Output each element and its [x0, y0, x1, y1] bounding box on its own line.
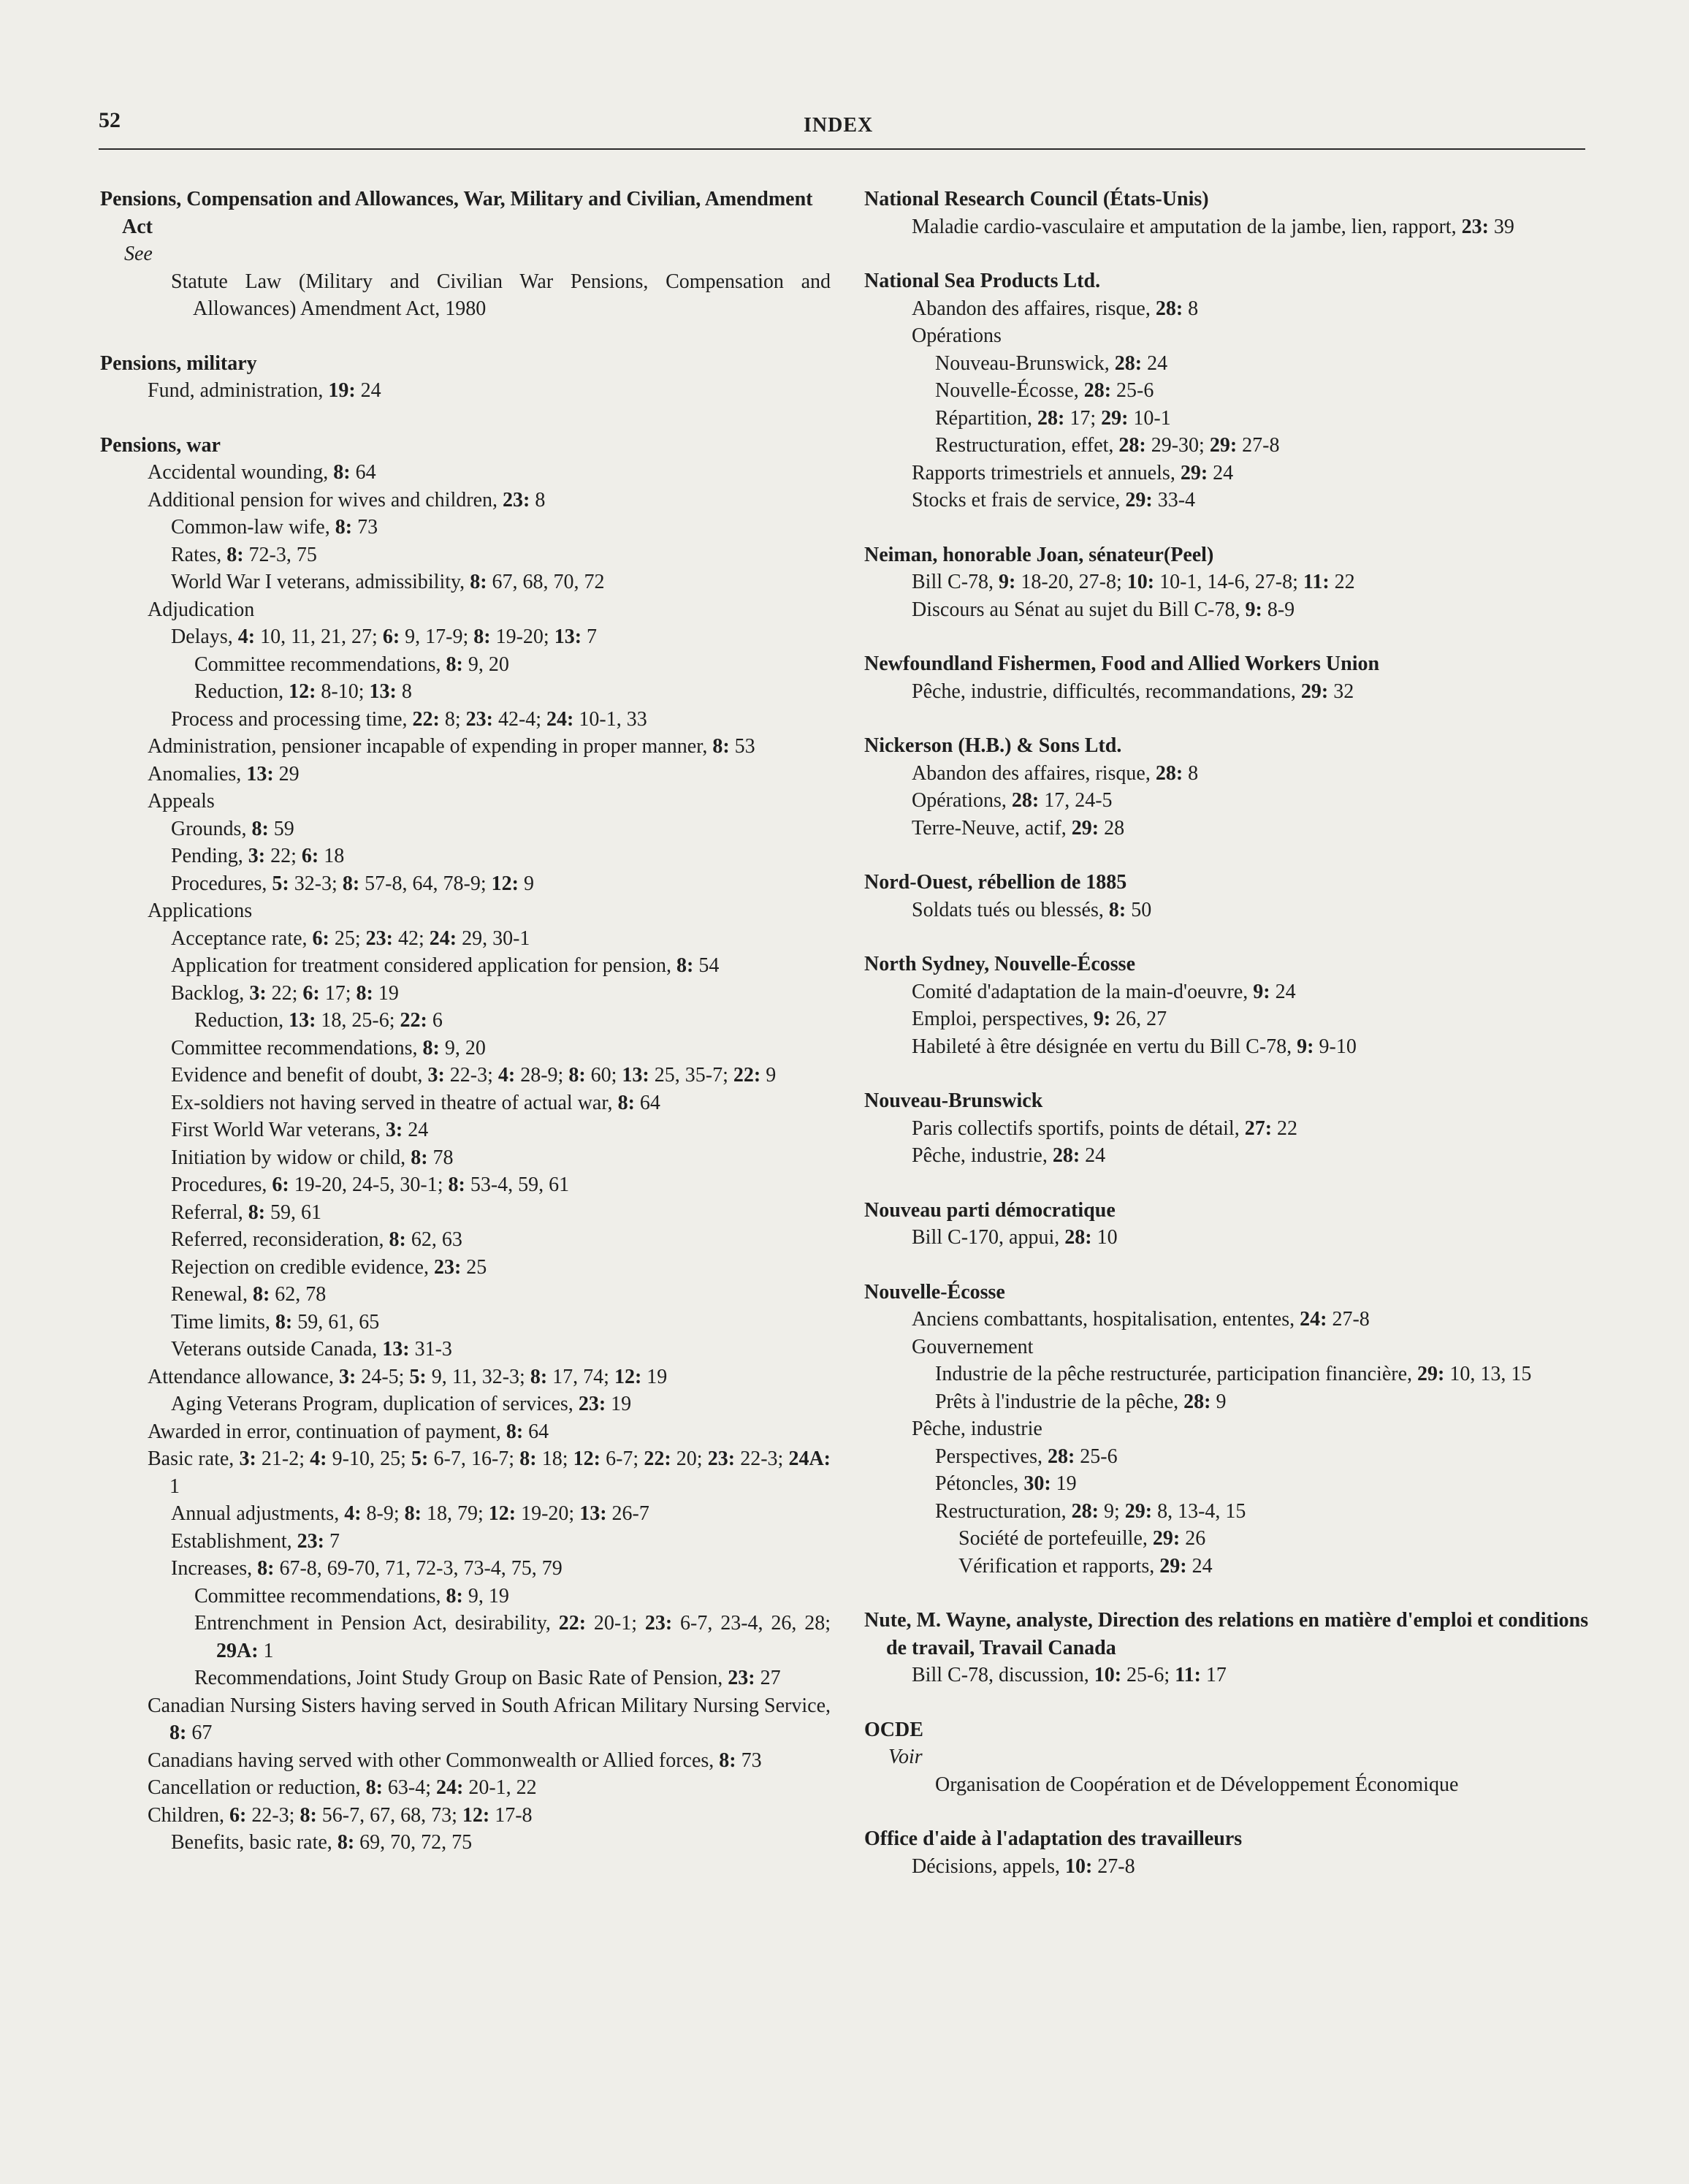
index-subentry: Accidental wounding, 8: 64	[148, 461, 376, 484]
index-entry	[864, 650, 1595, 705]
index-subentry: Restructuration, 28: 9; 29: 8, 13-4, 15	[935, 1499, 1246, 1523]
index-subentry: Administration, pensioner incapable of expending in proper manner, 8: 53	[148, 735, 755, 758]
index-subentry: Application for treatment considered application for pension, 8: 54	[171, 954, 720, 977]
index-entry	[864, 732, 1595, 842]
index-heading: National Sea Products Ltd.	[864, 270, 1101, 292]
index-subentry: Bill C-78, 9: 18-20, 27-8; 10: 10-1, 14-6, 27-8; 11: 22	[912, 571, 1355, 593]
index-subentry: Process and processing time, 22: 8; 23: 42-4; 24: 10-1, 33	[171, 707, 647, 731]
index-subentry: Paris collectifs sportifs, points de détail, 27: 22	[912, 1116, 1298, 1140]
index-heading: Nickerson (H.B.) & Sons Ltd.	[864, 734, 1122, 757]
page-number: 52	[99, 108, 121, 132]
index-entry	[864, 186, 1595, 240]
index-entry	[864, 951, 1595, 1060]
index-heading: Office d'aide à l'adaptation des travailleurs	[864, 1827, 1243, 1850]
index-subentry: Soldats tués ou blessés, 8: 50	[912, 898, 1152, 921]
see-reference: Voir	[888, 1746, 923, 1768]
index-entry	[100, 186, 831, 323]
index-subentry: Maladie cardio-vasculaire et amputation de la jambe, lien, rapport, 23: 39	[912, 215, 1514, 238]
index-subentry: Grounds, 8: 59	[171, 817, 294, 840]
index-entry	[864, 1716, 1595, 1799]
index-subentry: Reduction, 13: 18, 25-6; 22: 6	[194, 1009, 443, 1032]
index-subentry: Reduction, 12: 8-10; 13: 8	[194, 680, 412, 703]
index-subentry: Opérations, 28: 17, 24-5	[912, 789, 1113, 812]
running-head: INDEX	[804, 114, 874, 137]
index-subentry: Décisions, appels, 10: 27-8	[912, 1854, 1135, 1878]
index-subentry: Vérification et rapports, 29: 24	[958, 1554, 1213, 1578]
index-subentry: Emploi, perspectives, 9: 26, 27	[912, 1008, 1167, 1030]
index-subentry: Gouvernement	[912, 1335, 1034, 1358]
index-subentry: Initiation by widow or child, 8: 78	[171, 1146, 454, 1169]
index-entry	[864, 1607, 1595, 1689]
index-subentry: Procedures, 6: 19-20, 24-5, 30-1; 8: 53-4, 59, 61	[171, 1173, 570, 1196]
index-heading: Pensions, war	[100, 433, 221, 457]
index-subentry: Appeals	[148, 790, 215, 813]
index-heading: Nouveau parti démocratique	[864, 1198, 1116, 1222]
index-subentry: Children, 6: 22-3; 8: 56-7, 67, 68, 73; 12: 17-8	[148, 1803, 533, 1827]
index-subentry: Bill C-170, appui, 28: 10	[912, 1226, 1118, 1249]
index-entry	[864, 1197, 1595, 1252]
index-subentry: Pétoncles, 30: 19	[935, 1472, 1077, 1495]
index-subentry: Referred, reconsideration, 8: 62, 63	[171, 1228, 462, 1251]
index-subentry: Pêche, industrie	[912, 1418, 1042, 1440]
index-subentry: Industrie de la pêche restructurée, participation financière, 29: 10, 13, 15	[935, 1363, 1532, 1385]
index-entry	[864, 1825, 1595, 1880]
index-subentry: Abandon des affaires, risque, 28: 8	[912, 761, 1199, 785]
index-subentry: Applications	[148, 899, 253, 922]
index-subentry: Delays, 4: 10, 11, 21, 27; 6: 9, 17-9; 8: 19-20; 13: 7	[171, 625, 598, 648]
index-entry	[864, 541, 1595, 624]
index-subentry: Acceptance rate, 6: 25; 23: 42; 24: 29, 30-1	[171, 927, 530, 950]
index-subentry: Awarded in error, continuation of payment, 8: 64	[148, 1420, 549, 1443]
index-entry	[864, 1279, 1595, 1580]
index-subentry: Entrenchment in Pension Act, desirability, 22: 20-1; 23: 6-7, 23-4, 26, 28; 29A: 1	[194, 1612, 831, 1662]
index-subentry: Organisation de Coopération et de Développement Économique	[935, 1773, 1459, 1796]
index-subentry: Restructuration, effet, 28: 29-30; 29: 27-8	[935, 434, 1280, 457]
index-subentry: Statute Law (Military and Civilian War Pensions, Compensation and Allowances) Amendment Act, 1980	[171, 270, 831, 320]
index-subentry: Committee recommendations, 8: 9, 20	[194, 652, 509, 676]
index-subentry: Renewal, 8: 62, 78	[171, 1283, 327, 1306]
index-subentry: Adjudication	[148, 598, 255, 621]
index-subentry: Rates, 8: 72-3, 75	[171, 543, 317, 566]
header-rule	[99, 148, 1585, 150]
index-entry	[100, 432, 831, 1857]
index-entry	[100, 350, 831, 405]
index-subentry: World War I veterans, admissibility, 8: 67, 68, 70, 72	[171, 571, 605, 593]
index-heading: National Research Council (États-Unis)	[864, 188, 1209, 210]
index-heading: Pensions, military	[100, 351, 257, 375]
index-subentry: Time limits, 8: 59, 61, 65	[171, 1310, 380, 1333]
index-subentry: Increases, 8: 67-8, 69-70, 71, 72-3, 73-4, 75, 79	[171, 1557, 563, 1580]
index-subentry: Annual adjustments, 4: 8-9; 8: 18, 79; 12: 19-20; 13: 26-7	[171, 1502, 649, 1525]
index-subentry: Opérations	[912, 324, 1002, 347]
index-subentry: Nouveau-Brunswick, 28: 24	[935, 351, 1168, 375]
index-entry	[864, 1087, 1595, 1170]
index-subentry: Pending, 3: 22; 6: 18	[171, 845, 345, 867]
index-subentry: Basic rate, 3: 21-2; 4: 9-10, 25; 5: 6-7, 16-7; 8: 18; 12: 6-7; 22: 20; 23: 22-3; 24A: 1	[148, 1447, 831, 1498]
index-heading: Nord-Ouest, rébellion de 1885	[864, 871, 1127, 894]
index-subentry: Société de portefeuille, 29: 26	[958, 1527, 1206, 1550]
index-subentry: Comité d'adaptation de la main-d'oeuvre, 9: 24	[912, 980, 1296, 1003]
index-subentry: Veterans outside Canada, 13: 31-3	[171, 1338, 452, 1361]
index-subentry: Committee recommendations, 8: 9, 20	[171, 1036, 486, 1059]
index-subentry: Common-law wife, 8: 73	[171, 516, 378, 539]
index-column-left	[100, 186, 831, 1884]
index-subentry: Pêche, industrie, difficultés, recommandations, 29: 32	[912, 680, 1354, 703]
index-subentry: Répartition, 28: 17; 29: 10-1	[935, 406, 1171, 430]
index-subentry: Habileté à être désignée en vertu du Bill C-78, 9: 9-10	[912, 1035, 1357, 1058]
index-column-right	[864, 186, 1595, 1907]
index-subentry: Terre-Neuve, actif, 29: 28	[912, 816, 1125, 840]
index-subentry: Anomalies, 13: 29	[148, 762, 300, 785]
see-reference: See	[124, 243, 153, 265]
index-subentry: Fund, administration, 19: 24	[148, 379, 381, 402]
index-subentry: Prêts à l'industrie de la pêche, 28: 9	[935, 1390, 1227, 1413]
index-subentry: Discours au Sénat au sujet du Bill C-78, 9: 8-9	[912, 598, 1295, 621]
index-subentry: Additional pension for wives and children, 23: 8	[148, 488, 546, 511]
index-subentry: Referral, 8: 59, 61	[171, 1201, 322, 1224]
index-subentry: Recommendations, Joint Study Group on Basic Rate of Pension, 23: 27	[194, 1667, 781, 1689]
index-subentry: Attendance allowance, 3: 24-5; 5: 9, 11, 32-3; 8: 17, 74; 12: 19	[148, 1365, 668, 1388]
index-heading: Nouvelle-Écosse	[864, 1280, 1005, 1304]
index-subentry: Canadian Nursing Sisters having served in South African Military Nursing Service, 8: 67	[148, 1694, 831, 1744]
index-heading: Nouveau-Brunswick	[864, 1089, 1043, 1112]
index-subentry: Benefits, basic rate, 8: 69, 70, 72, 75	[171, 1831, 473, 1854]
index-heading: Newfoundland Fishermen, Food and Allied Workers Union	[864, 652, 1380, 675]
index-subentry: Canadians having served with other Commonwealth or Allied forces, 8: 73	[148, 1749, 762, 1772]
index-entry	[864, 869, 1595, 924]
index-subentry: Perspectives, 28: 25-6	[935, 1445, 1118, 1468]
index-heading: Pensions, Compensation and Allowances, War, Military and Civilian, Amendment Act	[100, 188, 813, 238]
index-heading: Nute, M. Wayne, analyste, Direction des relations en matière d'emploi et conditions de travail, Travail Canada	[864, 1609, 1589, 1659]
index-entry	[864, 267, 1595, 514]
index-subentry: Stocks et frais de service, 29: 33-4	[912, 489, 1196, 511]
index-subentry: Aging Veterans Program, duplication of services, 23: 19	[171, 1393, 632, 1415]
index-heading: North Sydney, Nouvelle-Écosse	[864, 953, 1135, 975]
index-subentry: Ex-soldiers not having served in theatre of actual war, 8: 64	[171, 1091, 660, 1114]
index-subentry: Cancellation or reduction, 8: 63-4; 24: 20-1, 22	[148, 1776, 537, 1799]
index-subentry: Pêche, industrie, 28: 24	[912, 1144, 1106, 1167]
index-subentry: Establishment, 23: 7	[171, 1529, 340, 1553]
index-subentry: Committee recommendations, 8: 9, 19	[194, 1584, 509, 1607]
index-heading: OCDE	[864, 1718, 923, 1741]
index-subentry: Procedures, 5: 32-3; 8: 57-8, 64, 78-9; 12: 9	[171, 872, 534, 895]
index-subentry: Bill C-78, discussion, 10: 25-6; 11: 17	[912, 1664, 1227, 1686]
index-subentry: Rejection on credible evidence, 23: 25	[171, 1255, 487, 1279]
index-subentry: Rapports trimestriels et annuels, 29: 24	[912, 461, 1234, 484]
index-subentry: First World War veterans, 3: 24	[171, 1119, 429, 1141]
index-heading: Neiman, honorable Joan, sénateur(Peel)	[864, 543, 1214, 566]
index-subentry: Nouvelle-Écosse, 28: 25-6	[935, 379, 1154, 402]
index-subentry: Evidence and benefit of doubt, 3: 22-3; 4: 28-9; 8: 60; 13: 25, 35-7; 22: 9	[171, 1064, 777, 1087]
index-subentry: Abandon des affaires, risque, 28: 8	[912, 297, 1199, 320]
index-subentry: Backlog, 3: 22; 6: 17; 8: 19	[171, 981, 399, 1005]
index-subentry: Anciens combattants, hospitalisation, ententes, 24: 27-8	[912, 1308, 1370, 1331]
